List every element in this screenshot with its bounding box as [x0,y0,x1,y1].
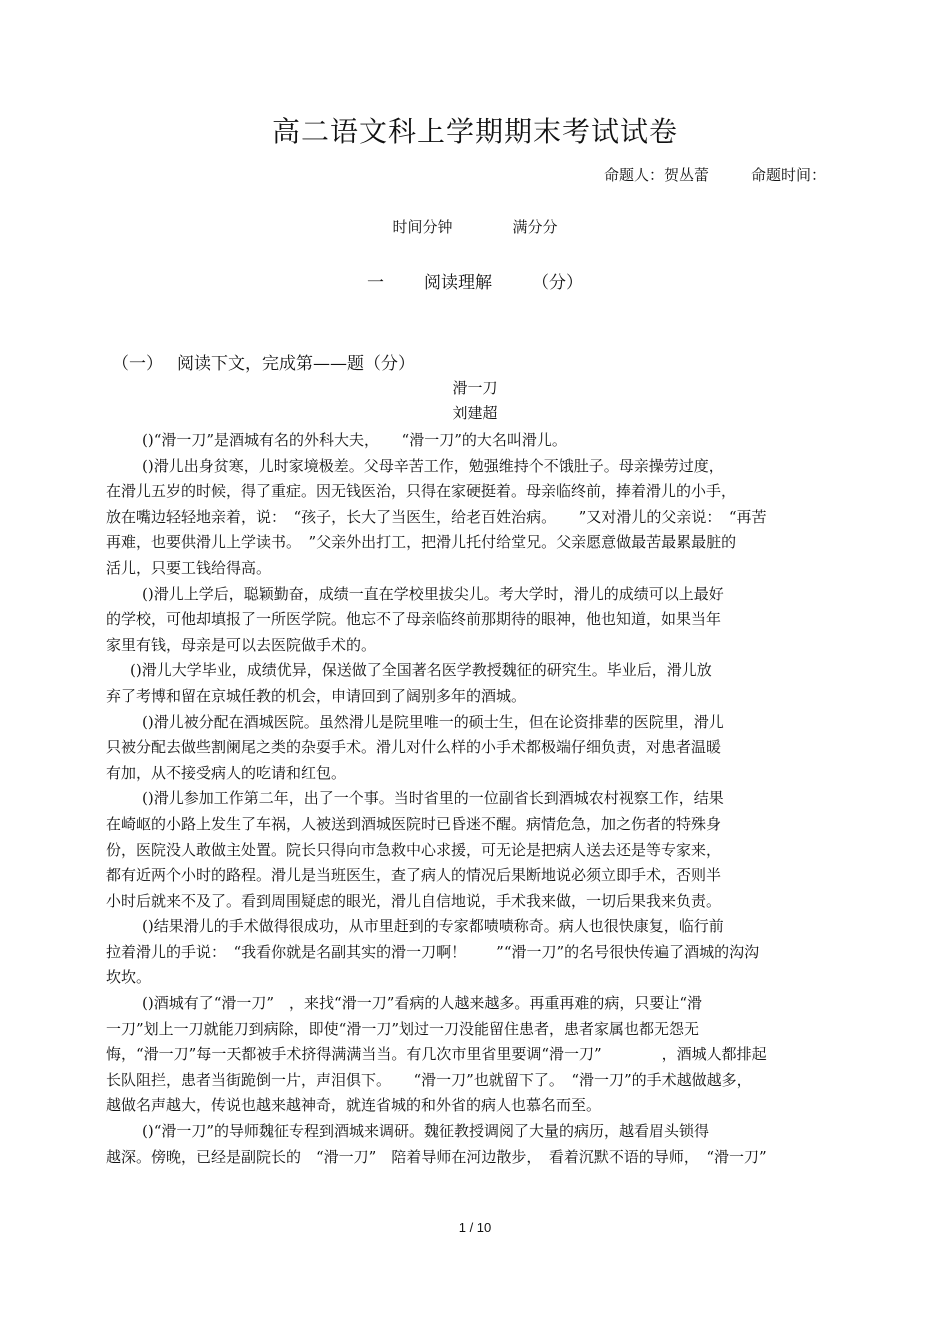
exam-title: 高二语文科上学期期末考试试卷 [271,115,678,148]
text-line: ()滑儿参加工作第二年，出了一个事。当时省里的一位副省长到酒城农村视察工作，结果 [142,789,724,808]
section-number: 一 [367,273,384,293]
text-line: 拉着滑儿的手说： “我看你就是名副其实的滑一刀啊！ ”“滑一刀”的名号很快传遍了酒城的沟沟 [106,942,760,961]
text-line: ()“滑一刀”是酒城有名的外科大夫， “滑一刀”的大名叫滑儿。 [142,431,567,449]
text-line: 有加，从不接受病人的吃请和红包。 [106,763,347,782]
text-line: ()滑儿上学后，聪颖勤奋，成绩一直在学校里拔尖儿。考大学时，滑儿的成绩可以上最好 [142,584,724,603]
section-name: 阅读理解 [424,273,492,293]
text-line: ()滑儿被分配在酒城医院。虽然滑儿是院里唯一的硕士生，但在论资排辈的医院里，滑儿 [142,712,724,731]
section-score: （分） [532,273,583,293]
author-label: 命题人：贺丛蕾 [604,166,710,184]
text-line: 在滑儿五岁的时候，得了重症。因无钱医治，只得在家硬挺着。母亲临终前，捧着滑儿的小手， [106,482,737,501]
text-line: 悔，“滑一刀”每一天都被手术挤得满满当当。有几次市里省里要调“滑一刀” ，酒城人都排起 [106,1045,767,1064]
duration: 时间分钟 [392,218,453,236]
text-line: ()酒城有了“滑一刀” ，来找“滑一刀”看病的人越来越多。再重再难的病，只要让“滑 [142,994,703,1013]
text-line: 弃了考博和留在京城任教的机会，申请回到了阔别多年的酒城。 [106,686,527,705]
page-number: 1 / 10 [458,1220,492,1235]
full-score: 满分分 [512,218,558,236]
text-line: 一刀”划上一刀就能刀到病除，即使“滑一刀”划过一刀没能留住患者，患者家属也都无怨无 [106,1019,700,1038]
exam-duration-score [0,216,950,237]
section-heading [0,268,950,293]
text-line: 份，医院没人敢做主处置。院长只得向市急救中心求援，可无论是把病人送去还是等专家来， [106,840,722,859]
text-line: 只被分配去做些割阑尾之类的杂耍手术。滑儿对什么样的小手术都极端仔细负责，对患者温暖 [106,738,722,757]
part-heading [112,349,415,374]
text-line: 家里有钱，母亲是可以去医院做手术的。 [106,635,377,654]
time-label: 命题时间： [751,166,827,184]
text-line: 的学校，可他却填报了一所医学院。他忘不了母亲临终前那期待的眼神，他也知道，如果当年 [106,610,722,629]
text-line: 都有近两个小时的路程。滑儿是当班医生，查了病人的情况后果断地说必须立即手术，否则半 [106,866,722,885]
text-line: ()滑儿出身贫寒，儿时家境极差。父母辛苦工作，勉强维持个不饿肚子。母亲操劳过度， [142,456,724,475]
text-line: 小时后就来不及了。看到周围疑虑的眼光，滑儿自信地说，手术我来做，一切后果我来负责。 [106,891,722,910]
text-line: 越深。傍晚，已经是副院长的 “滑一刀” 陪着导师在河边散步， 看着沉默不语的导师， “滑一刀” [106,1147,767,1166]
text-line: 长队阻拦，患者当街跪倒一片，声泪俱下。 “滑一刀”也就留下了。 “滑一刀”的手术越做越多， [106,1070,752,1089]
text-line: 坎坎。 [106,968,152,987]
story-author: 刘建超 [452,404,498,422]
part-number: （一） [112,354,163,374]
text-line: 活儿，只要工钱给得高。 [106,558,272,577]
text-line: ()“滑一刀”的导师魏征专程到酒城来调研。魏征教授调阅了大量的病历，越看眉头锁得 [142,1122,710,1141]
text-line: 在崎岖的小路上发生了车祸，人被送到酒城医院时已昏迷不醒。病情危急，加之伤者的特殊身 [106,814,722,833]
part-instruction: 阅读下文，完成第——题（分） [177,354,415,374]
text-line: ()结果滑儿的手术做得很成功，从市里赶到的专家都啧啧称奇。病人也很快康复，临行前 [142,917,724,936]
author-info [604,164,826,185]
text-line: 放在嘴边轻轻地亲着，说： “孩子，长大了当医生，给老百姓治病。 ”又对滑儿的父亲说： “再苦 [106,507,767,526]
story-body [106,428,838,1170]
text-line: 越做名声越大，传说也越来越神奇，就连省城的和外省的病人也慕名而至。 [106,1096,602,1115]
text-line: 再难，也要供滑儿上学读书。 ”父亲外出打工，把滑儿托付给堂兄。父亲愿意做最苦最累最脏的 [106,533,737,552]
story-title: 滑一刀 [452,379,498,397]
text-line: ()滑儿大学毕业，成绩优异，保送做了全国著名医学教授魏征的研究生。毕业后，滑儿放 [130,661,712,680]
